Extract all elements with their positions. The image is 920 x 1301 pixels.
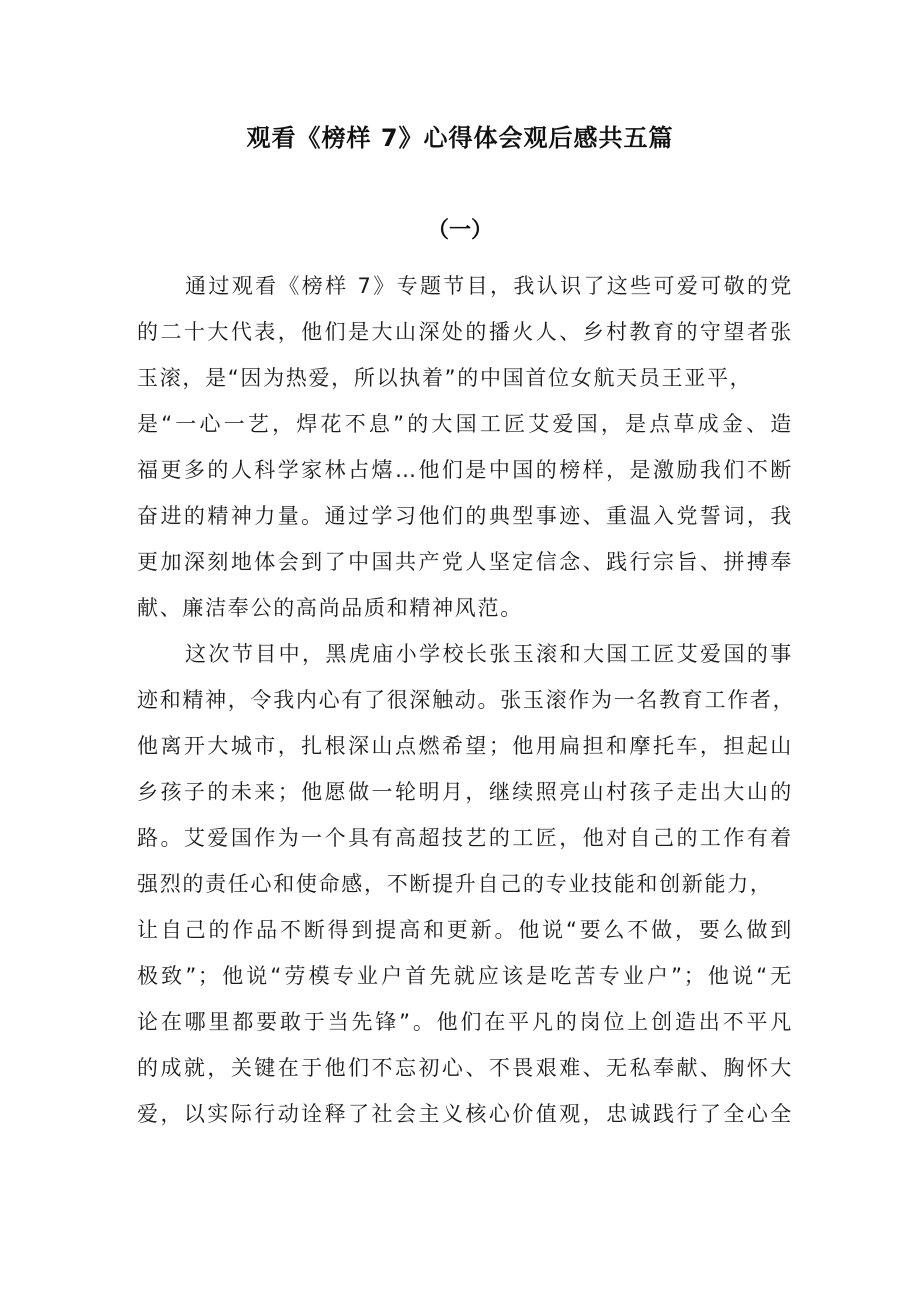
text-line: 的二十大代表，他们是大山深处的播火人、乡村教育的守望者张: [137, 320, 793, 344]
document-title: 观看《榜样 7》心得体会观后感共五篇: [246, 124, 674, 152]
section-heading: （一）: [426, 218, 493, 243]
text-line: 让自己的作品不断得到提高和更新。他说“要么不做，要么做到: [137, 918, 793, 942]
text-line: 福更多的人科学家林占熺…他们是中国的榜样，是激励我们不断: [137, 458, 793, 482]
text-line: 强烈的责任心和使命感，不断提升自己的专业技能和创新能力，: [137, 872, 773, 896]
text-line: 极致”；他说“劳模专业户首先就应该是吃苦专业户”；他说“无: [137, 964, 793, 988]
document-body: [137, 263, 796, 1137]
paragraph-1: [137, 263, 793, 631]
text-line: 路。艾爱国作为一个具有高超技艺的工匠，他对自己的工作有着: [137, 826, 793, 850]
text-line: 是“一心一艺，焊花不息”的大国工匠艾爱国，是点草成金、造: [137, 412, 793, 436]
text-line: 论在哪里都要敢于当先锋”。他们在平凡的岗位上创造出不平凡: [137, 1010, 793, 1034]
text-line: 乡孩子的未来；他愿做一轮明月，继续照亮山村孩子走出大山的: [137, 780, 793, 804]
text-line: 奋进的精神力量。通过学习他们的典型事迹、重温入党誓词，我: [137, 504, 793, 528]
paragraph-2: [137, 631, 796, 1137]
text-line: 他离开大城市，扎根深山点燃希望；他用扁担和摩托车，担起山: [137, 734, 793, 758]
text-line: 爱，以实际行动诠释了社会主义核心价值观，忠诚践行了全心全: [137, 1102, 793, 1126]
text-line: 献、廉洁奉公的高尚品质和精神风范。: [137, 596, 523, 620]
text-line: 玉滚，是“因为热爱，所以执着”的中国首位女航天员王亚平，: [137, 366, 753, 390]
text-line: 迹和精神，令我内心有了很深触动。张玉滚作为一名教育工作者，: [137, 688, 796, 712]
text-line: 通过观看《榜样 7》专题节目，我认识了这些可爱可敬的党: [185, 274, 793, 298]
text-line: 的成就，关键在于他们不忘初心、不畏艰难、无私奉献、胸怀大: [137, 1056, 793, 1080]
text-line: 更加深刻地体会到了中国共产党人坚定信念、践行宗旨、拼搏奉: [137, 550, 793, 574]
text-line: 这次节目中，黑虎庙小学校长张玉滚和大国工匠艾爱国的事: [185, 642, 793, 666]
